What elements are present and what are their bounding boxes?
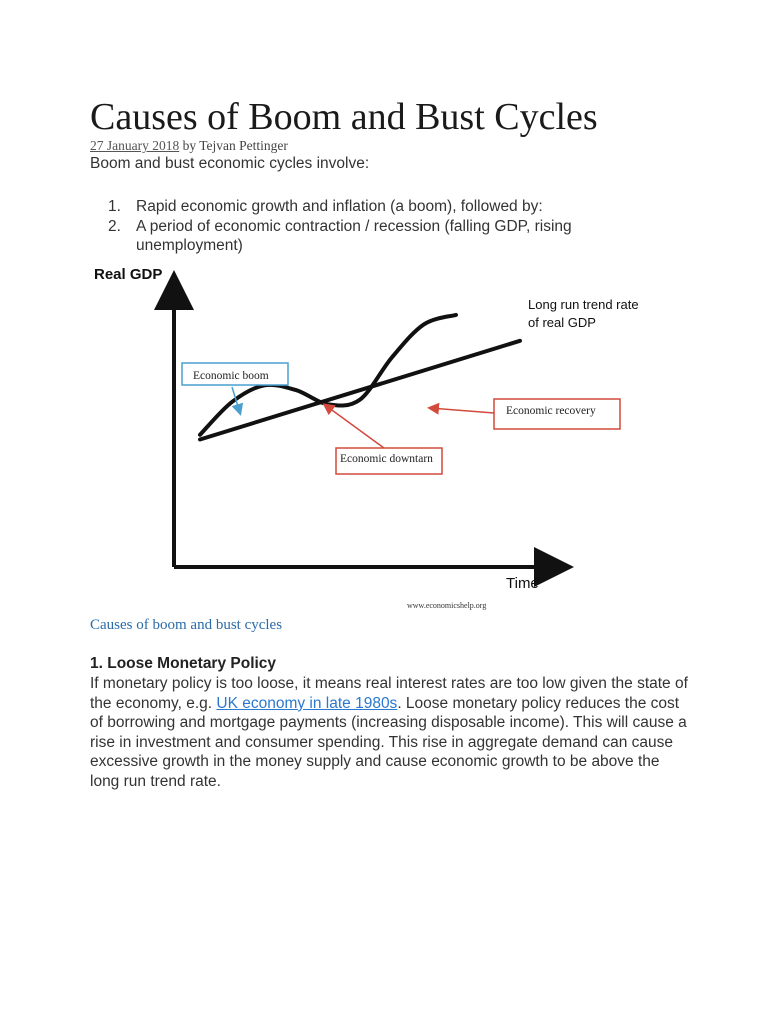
trend-label-line1: Long run trend rate [528,297,639,312]
recovery-annotation-label: Economic recovery [506,405,596,417]
downturn-annotation-label: Economic downtarn [340,453,433,465]
page-title: Causes of Boom and Bust Cycles [90,96,598,138]
paragraph-text-continued: . Loose monetary policy reduces the cost of borrowing and mortgage payments (increasing disposable income). This will cause a rise in investment and consumer spending. This rise in aggregate demand can cause excessive growth in the money supply and cause economic growth to be above the long run trend rate. [90,694,687,790]
byline [90,138,288,154]
post-date-link[interactable]: 27 January 2018 [90,138,180,153]
chart-source: www.economicshelp.org [407,601,487,610]
list-item-text: Rapid economic growth and inflation (a boom), followed by: [136,198,543,215]
cycle-list [108,197,628,256]
trend-label-line2: of real GDP [528,315,596,330]
body-paragraph [90,674,690,792]
boom-annotation-label: Economic boom [193,370,269,382]
list-item-number: 2. [108,218,121,235]
x-axis-label: Time [506,575,539,592]
uk-economy-link[interactable]: UK economy in late 1980s [216,694,398,712]
y-axis-label: Real GDP [94,266,163,283]
downturn-arrow [325,405,384,448]
subsection-heading: 1. Loose Monetary Policy [90,655,277,672]
list-item [108,197,628,216]
intro-text: Boom and bust economic cycles involve: [90,155,370,172]
list-item-number: 1. [108,198,121,215]
section-heading: Causes of boom and bust cycles [90,617,283,633]
byline-separator: by [179,138,200,153]
paragraph-text: If monetary policy is too loose, it means real interest rates are too low given the state of the economy, e.g. [90,675,688,712]
list-item [108,217,628,255]
list-item-text: A period of economic contraction / recession (falling GDP, rising unemployment) [136,218,572,254]
boom-bust-chart [80,255,640,620]
recovery-arrow [430,408,494,413]
author-name: Tejvan Pettinger [199,138,288,153]
